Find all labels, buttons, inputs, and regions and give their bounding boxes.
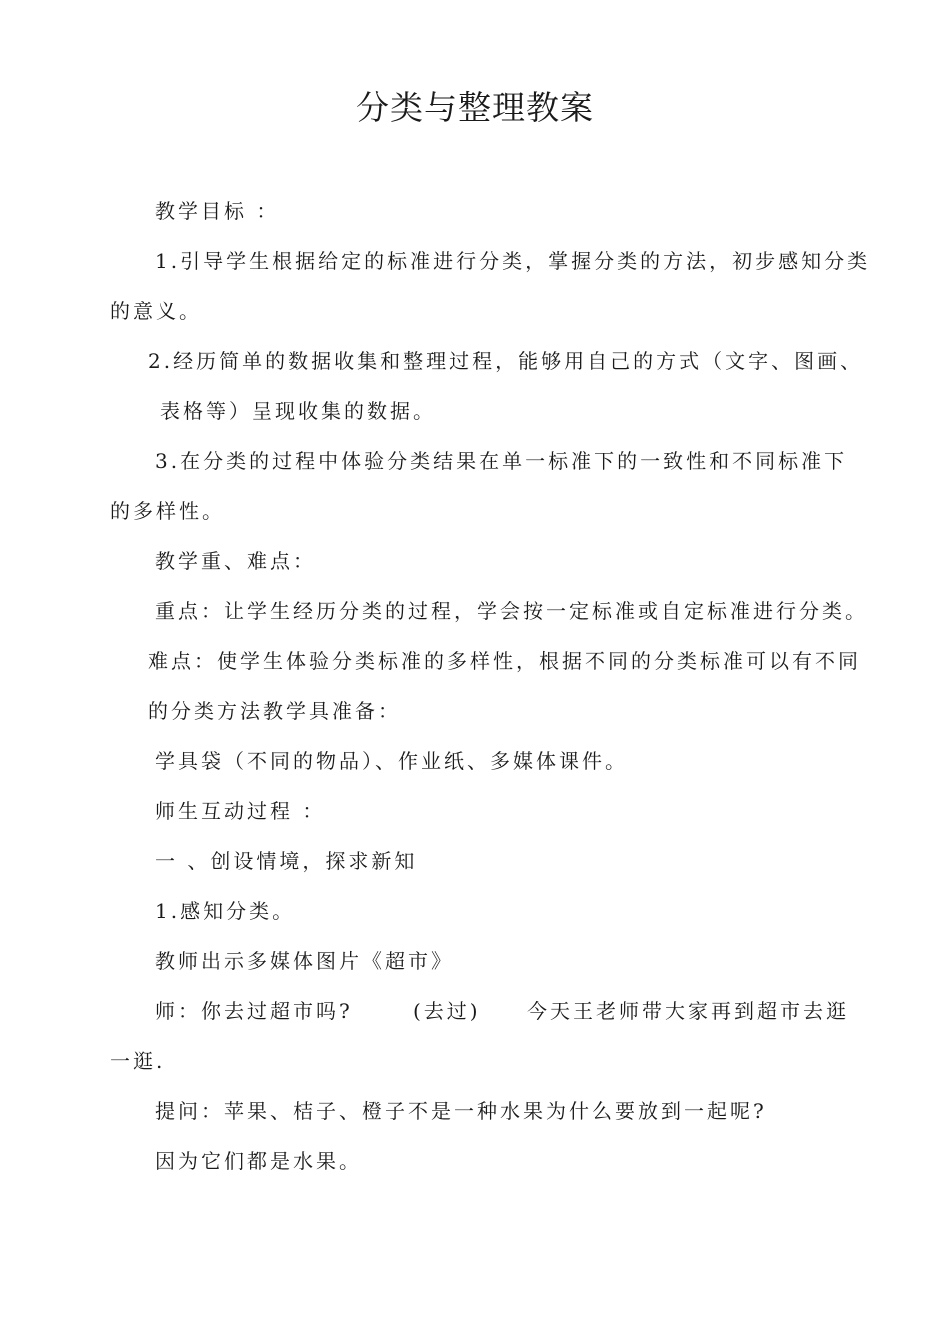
process-heading: 师生互动过程 ： [155, 799, 326, 823]
answer: 因为它们都是水果。 [155, 1149, 362, 1173]
dialog-answer: (去过) [413, 999, 481, 1023]
objective-1-line-2: 的意义。 [110, 299, 202, 323]
document-title: 分类与整理教案 [356, 88, 594, 127]
question: 提问：苹果、桔子、橙子不是一种水果为什么要放到一起呢? [155, 1099, 767, 1123]
difficulty-line-1: 难点：使学生体验分类标准的多样性，根据不同的分类标准可以有不同 [148, 649, 861, 673]
difficulty-line-2: 的分类方法教学具准备： [148, 699, 401, 723]
dialog-rest: 今天王老师带大家再到超市去逛 [527, 999, 849, 1023]
step-1: 1.感知分类。 [155, 899, 296, 923]
objective-2-line-1: 2.经历简单的数据收集和整理过程，能够用自己的方式（文字、图画、 [148, 349, 864, 373]
key-difficulty-heading: 教学重、难点： [155, 549, 316, 573]
show-picture: 教师出示多媒体图片《超市》 [155, 949, 454, 973]
objective-2-line-2: 表格等）呈现收集的数据。 [160, 399, 436, 423]
objectives-heading: 教学目标 ： [155, 199, 280, 223]
dialog-question: 师：你去过超市吗? [155, 999, 353, 1023]
objective-1-line-1: 1.引导学生根据给定的标准进行分类，掌握分类的方法，初步感知分类 [155, 249, 871, 273]
objective-3-line-2: 的多样性。 [110, 499, 225, 523]
section-1-heading: 一 、创设情境，探求新知 [155, 849, 418, 873]
objective-3-line-1: 3.在分类的过程中体验分类结果在单一标准下的一致性和不同标准下 [155, 449, 848, 473]
dialog-end: 一逛. [110, 1049, 166, 1073]
materials: 学具袋（不同的物品）、作业纸、多媒体课件。 [155, 749, 628, 773]
key-point: 重点：让学生经历分类的过程，学会按一定标准或自定标准进行分类。 [155, 599, 868, 623]
